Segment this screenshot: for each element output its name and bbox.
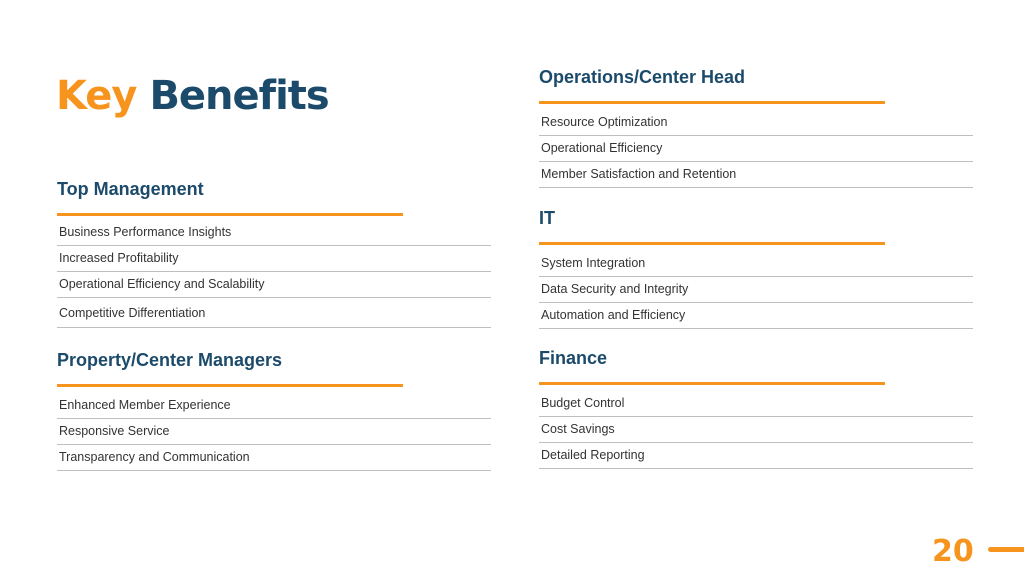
benefit-list: [57, 393, 491, 471]
benefit-list: [539, 251, 973, 329]
list-item: Automation and Efficiency: [539, 303, 973, 329]
section-accent-divider: [57, 384, 403, 387]
section-accent-divider: [539, 101, 885, 104]
page-title: [56, 70, 329, 122]
section-operations: [539, 65, 973, 188]
list-item: Cost Savings: [539, 417, 973, 443]
section-heading: Property/Center Managers: [57, 350, 283, 370]
list-item: System Integration: [539, 251, 973, 277]
section-top-management: [57, 177, 491, 328]
section-accent-divider: [57, 213, 403, 216]
section-finance: [539, 346, 973, 469]
page-number-accent-bar: [988, 547, 1024, 552]
section-heading: Finance: [539, 348, 608, 368]
list-item: Operational Efficiency: [539, 136, 973, 162]
title-word-benefits: Benefits: [149, 73, 329, 119]
list-item: Member Satisfaction and Retention: [539, 162, 973, 188]
list-item: Increased Profitability: [57, 246, 491, 272]
section-it: [539, 206, 973, 329]
benefit-list: [539, 110, 973, 188]
list-item: Resource Optimization: [539, 110, 973, 136]
section-accent-divider: [539, 242, 885, 245]
section-property-managers: [57, 348, 491, 471]
title-word-key: Key: [56, 73, 137, 119]
section-heading: IT: [539, 208, 555, 228]
list-item: Transparency and Communication: [57, 445, 491, 471]
section-heading: Operations/Center Head: [539, 67, 746, 87]
section-accent-divider: [539, 382, 885, 385]
page-number: 20: [932, 534, 974, 569]
list-item: Data Security and Integrity: [539, 277, 973, 303]
list-item: Enhanced Member Experience: [57, 393, 491, 419]
list-item: Operational Efficiency and Scalability: [57, 272, 491, 298]
benefit-list: [57, 220, 491, 328]
list-item: Budget Control: [539, 391, 973, 417]
list-item: Competitive Differentiation: [57, 298, 491, 328]
list-item: Business Performance Insights: [57, 220, 491, 246]
benefit-list: [539, 391, 973, 469]
list-item: Detailed Reporting: [539, 443, 973, 469]
section-heading: Top Management: [57, 179, 204, 199]
list-item: Responsive Service: [57, 419, 491, 445]
